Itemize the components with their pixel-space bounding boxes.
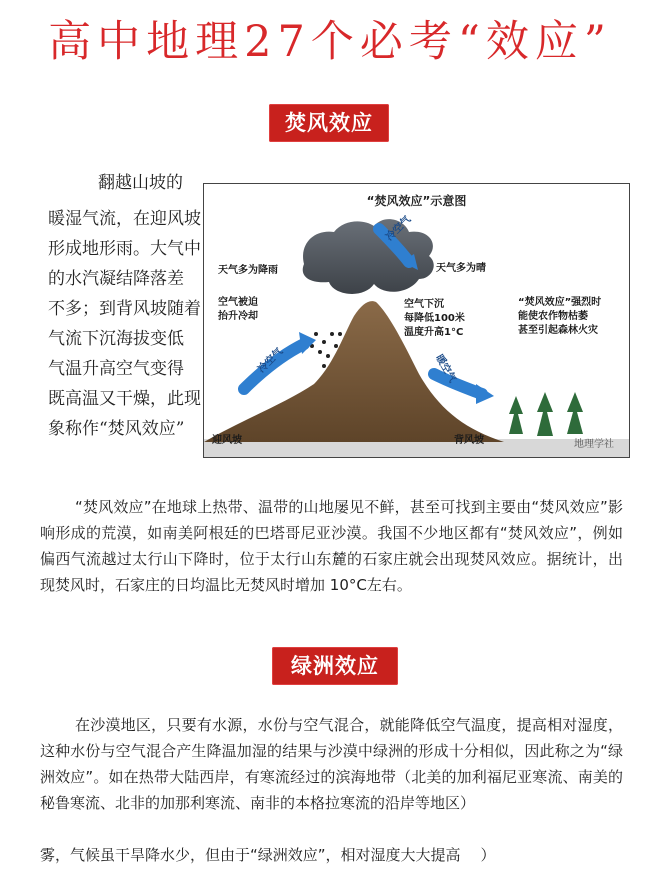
label-line: 能使农作物枯萎	[518, 311, 588, 322]
label-line: 每降低100米	[404, 313, 465, 324]
intro-line: 不多；到背风坡随着	[48, 299, 201, 319]
intro-line: 气流下沉海拔变低	[48, 329, 184, 349]
label-air-sink	[404, 298, 465, 340]
foehn-diagram	[203, 183, 630, 458]
oasis-paragraph: 在沙漠地区，只要有水源，水份与空气混合，就能降低空气温度，提高相对湿度，这种水份与空气混合产生降温加湿的结果与沙漠中绿洲的形成十分相似，因此称之为“绿洲效应”。如在热带大陆西岸，有寒流经过的滨海地带（北美的加利福尼亚寒流、南美的秘鲁寒流、北非的加那利寒流、南非的本格拉寒流的沿岸等地区）	[40, 716, 623, 812]
oasis-last-line-tail: ）	[480, 846, 496, 864]
oasis-last-line-text: 雾，气候虽干旱降水少，但由于“绿洲效应”，相对湿度大大提高	[40, 846, 461, 864]
section-tag-oasis: 绿洲效应	[272, 647, 398, 685]
intro-line: 的水汽凝结降落差	[48, 269, 184, 289]
intro-line: 气温升高空气变得	[48, 359, 184, 379]
intro-line: 形成地形雨。大气中	[48, 239, 201, 259]
intro-line: 象称作“焚风效应”	[48, 419, 185, 439]
page-title: 高中地理27个必考“效应”	[48, 17, 612, 67]
label-impact	[518, 296, 601, 338]
intro-line: 既高温又干燥，此现	[48, 389, 201, 409]
label-left-weather: 天气多为降雨	[218, 265, 278, 276]
label-line: 温度升高1°C	[404, 327, 464, 338]
label-line: 空气下沉	[404, 299, 444, 310]
diagram-title: “焚风效应”示意图	[366, 194, 467, 208]
label-line: 甚至引起森林火灾	[518, 325, 598, 336]
label-air-lift	[218, 296, 258, 324]
label-warm-air: 暖空气	[433, 353, 458, 385]
label-line: “焚风效应”强烈时	[518, 297, 602, 308]
label-right-weather: 天气多为晴	[436, 263, 486, 274]
label-cold-air-top: 冷空气	[384, 214, 414, 244]
intro-line: 暖湿气流，在迎风坡	[48, 209, 201, 229]
label-line: 抬升冷却	[218, 311, 258, 322]
intro-line: 翻越山坡的	[98, 173, 183, 193]
label-windward: 迎风坡	[212, 435, 242, 446]
oasis-last-line	[40, 842, 623, 868]
trees	[509, 392, 583, 436]
label-line: 空气被迫	[218, 297, 258, 308]
label-wet-air: 冷空气	[256, 346, 286, 376]
label-leeward: 背风坡	[454, 435, 484, 446]
section-tag-foehn: 焚风效应	[269, 104, 389, 142]
foehn-paragraph: “焚风效应”在地球上热带、温带的山地屡见不鲜，甚至可找到主要由“焚风效应”影响形成的荒漠，如南美阿根廷的巴塔哥尼亚沙漠。我国不少地区都有“焚风效应”，例如偏西气流越过太行山下降时，位于太行山东麓的石家庄就会出现焚风效应。据统计，出现焚风时，石家庄的日均温比无焚风时增加 10°C左右。	[40, 498, 623, 594]
watermark: 地理学社	[574, 439, 614, 450]
